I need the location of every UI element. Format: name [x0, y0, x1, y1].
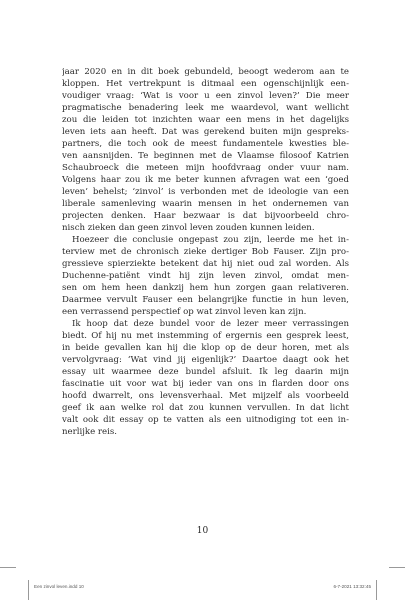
text-line: biedt. Of hij nu met instemming of ergernis een gesprek leest,: [62, 331, 349, 341]
text-line: partners, die toch ook de meest fundamentele kwesties ble-: [62, 139, 349, 149]
text-line: valt ook dit essay op te vatten als een uitnodiging tot een in-: [62, 415, 349, 425]
text-line: kloppen. Het vertrekpunt is ditmaal een ogenschijnlijk een-: [62, 79, 349, 89]
text-line: hoofd dwarrelt, ons levensverhaal. Met mijzelf als voorbeeld: [62, 391, 349, 401]
text-line: leven iets aan heeft. Dat was gerekend buiten mijn gespreks-: [62, 127, 349, 137]
crop-mark: [389, 567, 405, 568]
slug-filename: Een zinvol leven.indd 10: [34, 584, 84, 589]
page-number: 10: [196, 526, 209, 536]
text-line: Volgens haar zou ik me beter kunnen afvragen wat een ‘goed: [62, 175, 349, 185]
text-line: sen om hem heen dankzij hem hun zorgen gaan relativeren.: [62, 283, 349, 293]
body-text: [62, 66, 349, 438]
text-line: liberale samenleving waarin mensen in het ondernemen van: [62, 199, 349, 209]
crop-mark: [28, 580, 29, 600]
text-line: essay uit waarmee deze bundel afsluit. Ik leg daarin mijn: [62, 367, 349, 377]
text-line: Schaubroeck die meteen mijn hoofdvraag onder vuur nam.: [62, 163, 349, 173]
text-line: zou die leiden tot inzichten waar een mens in het dagelijks: [62, 115, 349, 125]
text-line: ven aansnijden. Te beginnen met de Vlaamse filosoof Katrien: [62, 151, 349, 161]
text-line: vervolgvraag: ‘Wat vind jij eigenlijk?’ Daartoe daagt ook het: [62, 355, 349, 365]
text-line: Hoezeer die conclusie ongepast zou zijn, leerde me het in-: [72, 235, 349, 245]
text-line: terview met de chronisch zieke dertiger Bob Fauser. Zijn pro-: [62, 247, 349, 257]
text-line: Ik hoop dat deze bundel voor de lezer meer verrassingen: [72, 319, 349, 329]
text-line: jaar 2020 en in dit boek gebundeld, beoogt wederom aan te: [62, 67, 349, 77]
crop-mark: [376, 580, 377, 600]
text-line: projecten denken. Haar bezwaar is dat bijvoorbeeld chro-: [62, 211, 349, 221]
text-line: pragmatische benadering leek me waardevol, want wellicht: [62, 103, 349, 113]
text-line: in beide gevallen kan hij die klop op de deur horen, met als: [62, 343, 349, 353]
text-line: voudiger vraag: ‘Wat is voor u een zinvol leven?’ Die meer: [62, 91, 349, 101]
text-line: leven’ behelst; ‘zinvol’ is verbonden met de ideologie van een: [62, 187, 349, 197]
text-line: nerlijke reis.: [62, 427, 117, 437]
text-line: een verrassend perspectief op wat zinvol leven kan zijn.: [62, 307, 307, 317]
text-line: Duchenne-patiënt vindt hij zijn leven zinvol, omdat men-: [62, 271, 349, 281]
crop-mark: [0, 567, 16, 568]
text-line: nisch zieken dan geen zinvol leven zouden kunnen leiden.: [62, 223, 315, 233]
text-line: fascinatie uit voor wat bij ieder van ons in flarden door ons: [62, 379, 349, 389]
slug-timestamp: 6-7-2021 13:32:45: [333, 584, 371, 589]
text-line: gressieve spierziekte betekent dat hij niet oud zal worden. Als: [62, 259, 349, 269]
text-line: Daarmee vervult Fauser een belangrijke functie in hun leven,: [62, 295, 349, 305]
text-line: geef ik aan welke rol dat zou kunnen vervullen. In dat licht: [62, 403, 349, 413]
